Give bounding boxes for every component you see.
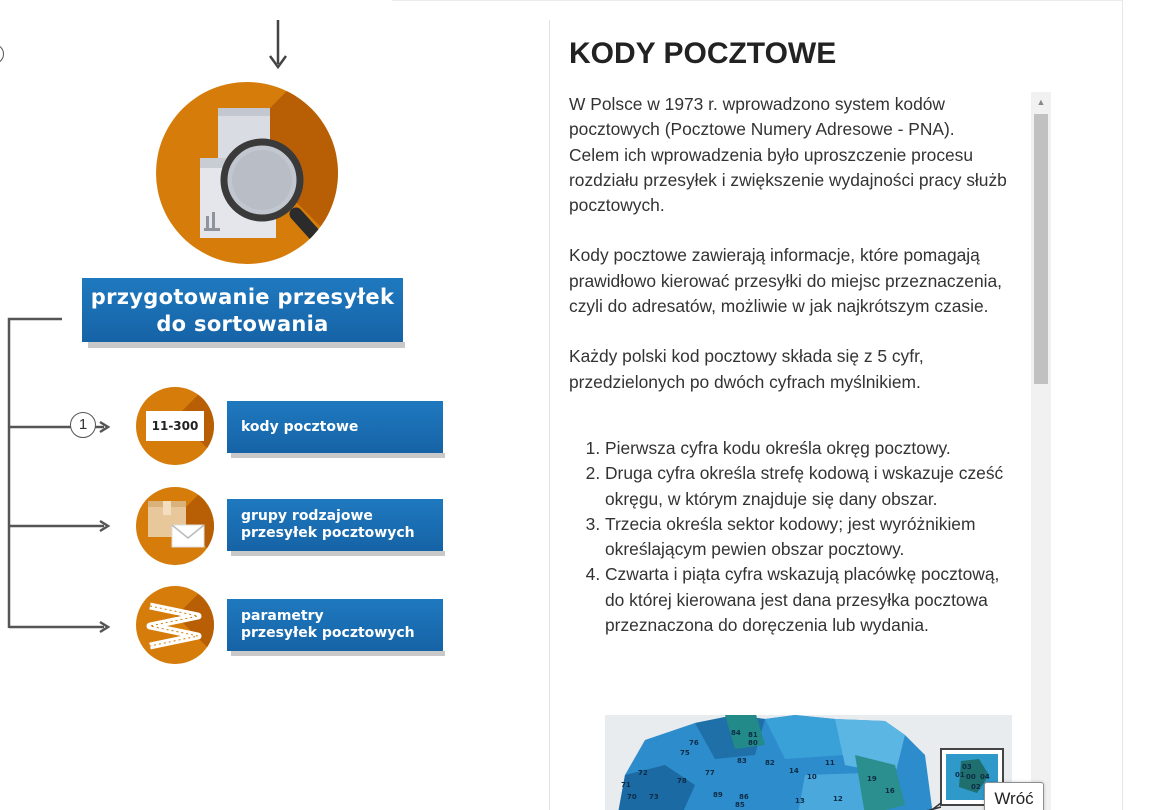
list-item: 2. Druga cyfra określa strefę kodową i wskazuje cześć okręgu, w którym znajduje się dany obszar. — [605, 461, 1009, 512]
map-district-label: 83 — [737, 757, 747, 765]
map-district-label: 16 — [885, 787, 895, 795]
panel-content — [569, 92, 1009, 638]
list-item: 4. Czwarta i piąta cyfra wskazują placówkę pocztową, do której kierowana jest dana przesyłka pocztowa przeznaczona do doręczenia lub wydania. — [605, 562, 1009, 638]
map-district-label: 72 — [638, 769, 648, 777]
parametry-button[interactable] — [227, 599, 443, 651]
package-envelope-icon[interactable] — [136, 487, 214, 565]
info-panel — [549, 20, 1124, 810]
map-district-label: 89 — [713, 791, 723, 799]
back-button[interactable]: Wróć — [984, 782, 1044, 810]
panel-title: KODY POCZTOWE — [569, 37, 837, 70]
main-step-label-line1: przygotowanie przesyłek — [90, 285, 395, 309]
map-district-label: 10 — [807, 773, 817, 781]
map-district-label: 82 — [765, 759, 775, 767]
map-district-label: 14 — [789, 767, 799, 775]
parametry-label-line1: parametry — [241, 608, 324, 624]
map-graphic — [605, 715, 1012, 810]
main-step-ribbon — [82, 278, 403, 342]
map-district-label: 70 — [627, 793, 637, 801]
map-district-label: 02 — [971, 783, 981, 791]
map-district-label: 03 — [962, 763, 972, 771]
list-item: 3. Trzecia określa sektor kodowy; jest wyróżnikiem określającym pewien obszar pocztowy. — [605, 512, 1009, 563]
map-district-label: 01 — [955, 771, 965, 779]
map-district-label: 13 — [795, 797, 805, 805]
map-district-label: 04 — [980, 773, 990, 781]
map-district-label: 12 — [833, 795, 843, 803]
list-item: 1. Pierwsza cyfra kodu określa okręg pocztowy. — [605, 436, 1009, 461]
main-step-label-line2: do sortowania — [156, 312, 329, 336]
scrollbar-thumb[interactable] — [1034, 114, 1048, 384]
kody-pocztowe-button[interactable] — [227, 401, 443, 453]
grupy-rodzajowe-label-line1: grupy rodzajowe — [241, 508, 373, 524]
postal-districts-map — [605, 715, 1012, 810]
map-district-label: 73 — [649, 793, 659, 801]
map-district-label: 78 — [677, 777, 687, 785]
postal-code-badge: 11-300 — [146, 411, 204, 441]
map-district-label: 86 — [739, 793, 749, 801]
map-district-label: 77 — [705, 769, 715, 777]
grupy-rodzajowe-button[interactable] — [227, 499, 443, 551]
paragraph: Każdy polski kod pocztowy składa się z 5 cyfr, przedzielonych po dwóch cyfrach myślnikiem. — [569, 346, 924, 392]
parametry-label-line2: przesyłek pocztowych — [241, 625, 415, 641]
postal-code-digit-list — [569, 436, 1009, 638]
measuring-tape-icon[interactable] — [136, 586, 214, 664]
map-district-label: 11 — [825, 759, 835, 767]
step-number-badge: 1 — [70, 412, 96, 438]
map-district-label: 19 — [867, 775, 877, 783]
map-district-label: 84 — [731, 729, 741, 737]
map-district-label: 80 — [748, 739, 758, 747]
kody-pocztowe-label: kody pocztowe — [241, 418, 359, 435]
infographic — [0, 0, 548, 810]
paragraph: W Polsce w 1973 r. wprowadzono system kodów pocztowych (Pocztowe Numery Adresowe - PNA). Celem ich wprowadzenia było uproszczenie procesu rozdziału przesyłek i zwiększenie wydajności pracy służb pocztowych. — [569, 94, 1007, 216]
map-district-label: 75 — [680, 749, 690, 757]
map-district-label: 76 — [689, 739, 699, 747]
vertical-scrollbar[interactable] — [1031, 92, 1051, 810]
paragraph: Kody pocztowe zawierają informacje, które pomagają prawidłowo kierować przesyłki do miejsc przeznaczenia, czyli do adresatów, możliwie w jak najkrótszym czasie. — [569, 245, 1003, 317]
map-district-label: 85 — [735, 801, 745, 809]
header-divider — [392, 0, 1122, 4]
grupy-rodzajowe-label-line2: przesyłek pocztowych — [241, 525, 415, 541]
postal-code-icon[interactable] — [136, 387, 214, 465]
map-district-label: 71 — [621, 781, 631, 789]
map-district-label: 00 — [966, 773, 976, 781]
scroll-up-arrow-icon[interactable]: ▲ — [1036, 97, 1046, 107]
parcel-search-icon — [156, 82, 338, 264]
map-district-label: 81 — [748, 731, 758, 739]
